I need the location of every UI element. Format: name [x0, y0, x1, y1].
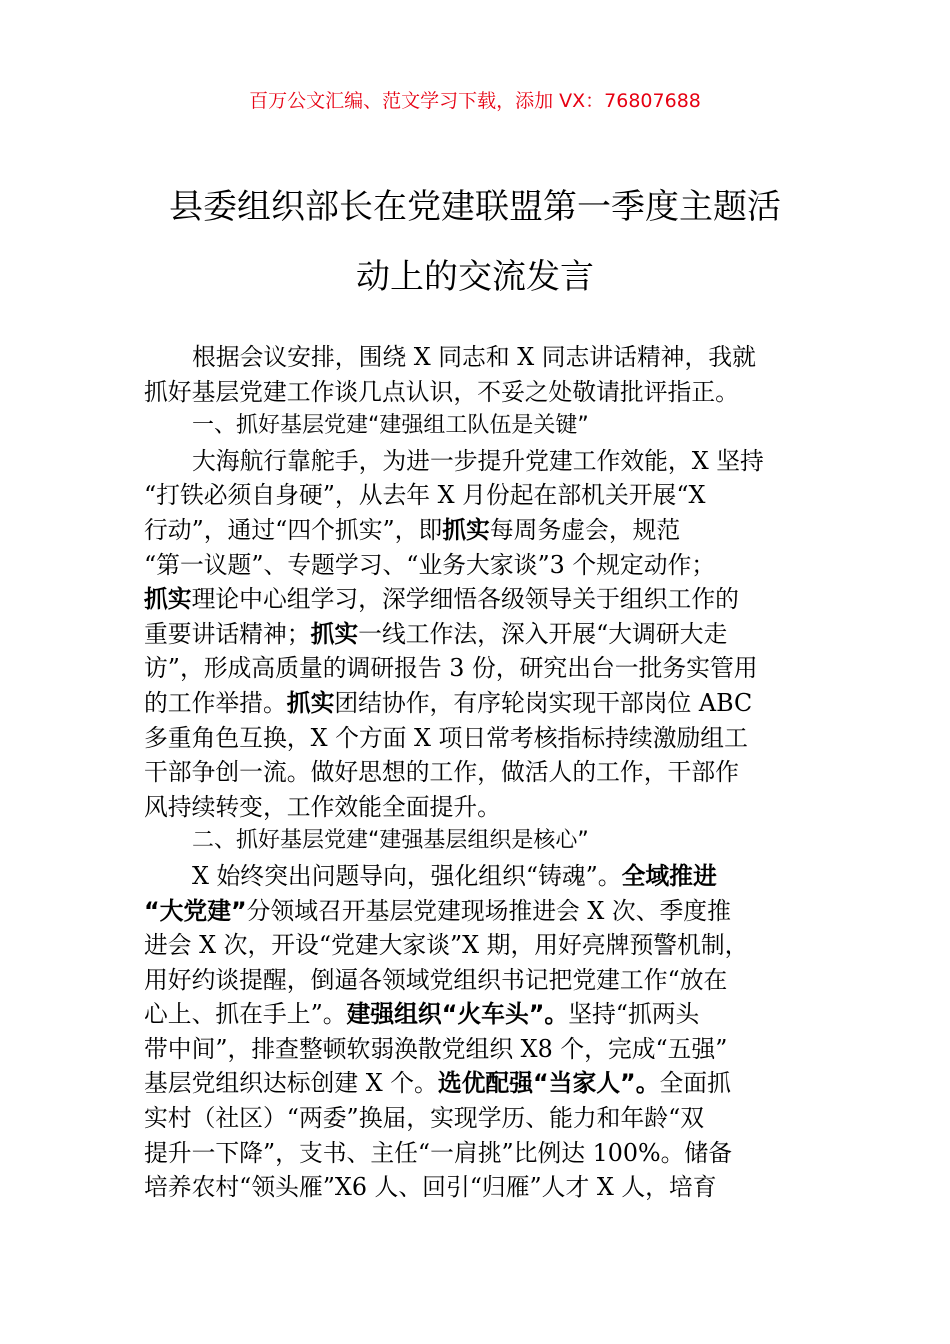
p1-line-6	[144, 617, 808, 652]
p1-line-9: 多重角色互换，X 个方面 X 项日常考核指标持续激励组工	[144, 723, 748, 752]
p2-line-7-tail: 全面抓	[659, 1069, 731, 1098]
bold-zhuashi-4: 抓实	[286, 688, 335, 717]
bold-zhuashi-3: 抓实	[310, 619, 359, 648]
title-line-2: 动上的交流发言	[356, 257, 594, 297]
p1-line-2: “打铁必须自身硬”，从去年 X 月份起在部机关开展“X	[144, 481, 706, 510]
section-heading-1: 一、抓好基层党建“建强组工队伍是关键”	[192, 413, 589, 439]
p2-line-9: 提升一下降”，支书、主任“一肩挑”比例达 100%。储备	[144, 1138, 733, 1167]
p1-line-8-text: 的工作举措。	[144, 688, 287, 717]
p2-line-10: 培养农村“领头雁”X6 人、回引“归雁”人才 X 人，培育	[144, 1173, 717, 1202]
p1-line-8-tail: 团结协作，有序轮岗实现干部岗位 ABC	[334, 688, 753, 717]
p1-line-1: 大海航行靠舵手，为进一步提升党建工作效能，X 坚持	[192, 446, 764, 475]
p2-line-1-text: X 始终突出问题导向，强化组织“铸魂”。	[192, 861, 622, 890]
bold-zhuashi-1: 抓实	[442, 515, 490, 544]
p2-line-5-text: 心上、抓在手上”。	[144, 1000, 347, 1029]
p1-line-10: 干部争创一流。做好思想的工作，做活人的工作，干部作	[144, 758, 739, 787]
p1-line-11: 风持续转变，工作效能全面提升。	[144, 792, 501, 821]
watermark-banner: 百万公文汇编、范文学习下载，添加 VX：76807688	[249, 90, 701, 112]
bold-zhuashi-2: 抓实	[144, 585, 192, 614]
p2-line-6: 带中间”，排查整顿软弱涣散党组织 X8 个，完成“五强”	[144, 1034, 728, 1063]
p2-line-1	[144, 859, 808, 894]
p1-line-3-tail: 每周务虚会，规范	[489, 515, 681, 544]
intro-line-1: 根据会议安排，围绕 X 同志和 X 同志讲话精神，我就	[192, 343, 756, 371]
bold-dadangjian: “大党建”	[144, 896, 247, 925]
p2-line-2	[144, 894, 808, 929]
p1-line-5-tail: 理论中心组学习，深学细悟各级领导关于组织工作的	[191, 585, 739, 614]
document-body	[144, 340, 808, 1205]
p1-line-3-text: 行动”，通过“四个抓实”，即	[144, 515, 443, 544]
p2-line-7-text: 基层党组织达标创建 X 个。	[144, 1069, 438, 1098]
p2-line-8: 实村（社区）“两委”换届，实现学历、能力和年龄“双	[144, 1104, 705, 1133]
p2-line-5-tail: 坚持“抓两头	[568, 1000, 700, 1029]
bold-dangjiaren: 选优配强“当家人”。	[437, 1069, 660, 1098]
p2-line-2-tail: 分领域召开基层党建现场推进会 X 次、季度推	[246, 896, 731, 925]
title-line-1: 县委组织部长在党建联盟第一季度主题活	[169, 187, 781, 227]
p1-line-8	[144, 686, 808, 721]
p1-line-6-text: 重要讲话精神；	[144, 619, 311, 648]
document-title	[100, 172, 850, 312]
section-heading-2: 二、抓好基层党建“建强基层组织是核心”	[192, 828, 589, 854]
p2-line-7	[144, 1066, 808, 1101]
intro-line-2: 抓好基层党建工作谈几点认识，不妥之处敬请批评指正。	[144, 377, 739, 406]
p1-line-4: “第一议题”、专题学习、“业务大家谈”3 个规定动作；	[144, 550, 716, 579]
bold-quanyu: 全域推进	[621, 861, 717, 890]
p2-line-4: 用好约谈提醒，倒逼各领域党组织书记把党建工作“放在	[144, 965, 728, 994]
p1-line-3	[144, 513, 808, 548]
p1-line-5	[144, 582, 808, 617]
p1-line-7: 访”，形成高质量的调研报告 3 份，研究出台一批务实管用	[144, 654, 758, 683]
p1-line-6-tail: 一线工作法，深入开展“大调研大走	[358, 619, 728, 648]
p2-line-5	[144, 997, 808, 1032]
bold-huochetou: 建强组织“火车头”。	[346, 1000, 569, 1029]
p2-line-3: 进会 X 次，开设“党建大家谈”X 期，用好亮牌预警机制，	[144, 931, 749, 960]
